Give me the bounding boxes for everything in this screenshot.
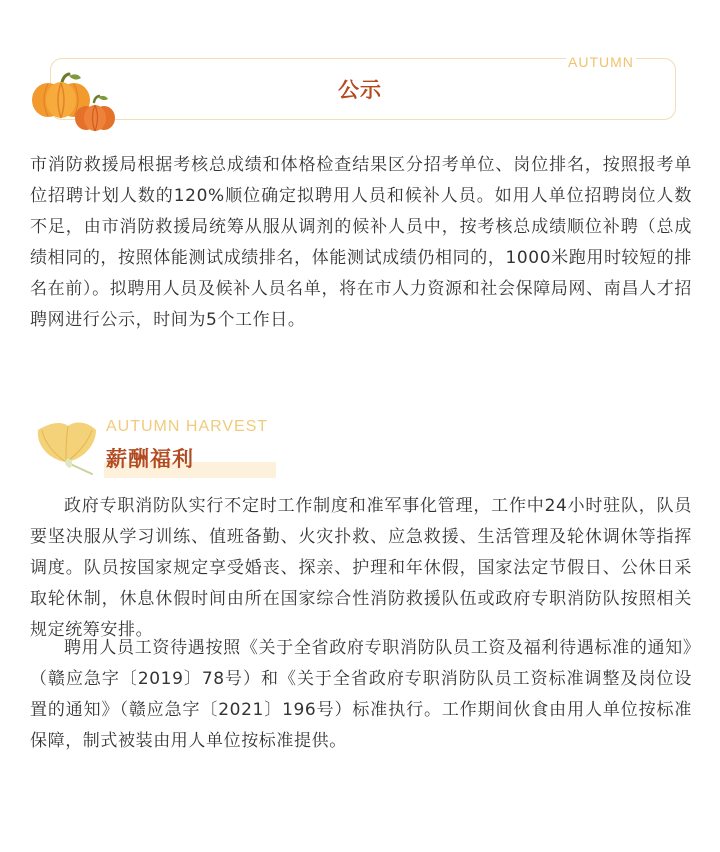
announcement-paragraph: 市消防救援局根据考核总成绩和体格检查结果区分招考单位、岗位排名，按照报考单位招聘计划人数的120%顺位确定拟聘用人员和候补人员。如用人单位招聘岗位人数不足，由市消防救援局统筹从服从调剂的候补人员中，按考核总成绩顺位补聘（总成绩相同的，按照体能测试成绩排名，体能测试成绩仍相同的，1000米跑用时较短的排名在前）。拟聘用人员及候补人员名单，将在市人力资源和社会保障局网、南昌人才招聘网进行公示，时间为5个工作日。	[30, 155, 692, 330]
page-title: 公示	[338, 78, 382, 102]
ginkgo-leaf-icon	[30, 416, 102, 476]
pumpkin-icon	[28, 72, 120, 134]
section-title: 薪酬福利	[106, 447, 194, 471]
salary-paragraph-2: 聘用人员工资待遇按照《关于全省政府专职消防队员工资及福利待遇标准的通知》（赣应急字〔2019〕78号）和《关于全省政府专职消防队员工资标准调整及岗位设置的通知》（赣应急字〔2021〕196号）标准执行。工作期间伙食由用人单位按标准保障，制式被装由用人单位按标准提供。	[30, 638, 692, 751]
salary-paragraph-1: 政府专职消防队实行不定时工作制度和准军事化管理，工作中24小时驻队，队员要坚决服从学习训练、值班备勤、火灾扑救、应急救援、生活管理及轮休调休等指挥调度。队员按国家规定享受婚丧、探亲、护理和年休假，国家法定节假日、公休日采取轮休制，休息休假时间由所在国家综合性消防救援队伍或政府专职消防队按照相关规定统筹安排。	[30, 496, 692, 640]
section-english-label: AUTUMN HARVEST	[106, 418, 269, 435]
banner-autumn-label: AUTUMN	[568, 54, 634, 70]
